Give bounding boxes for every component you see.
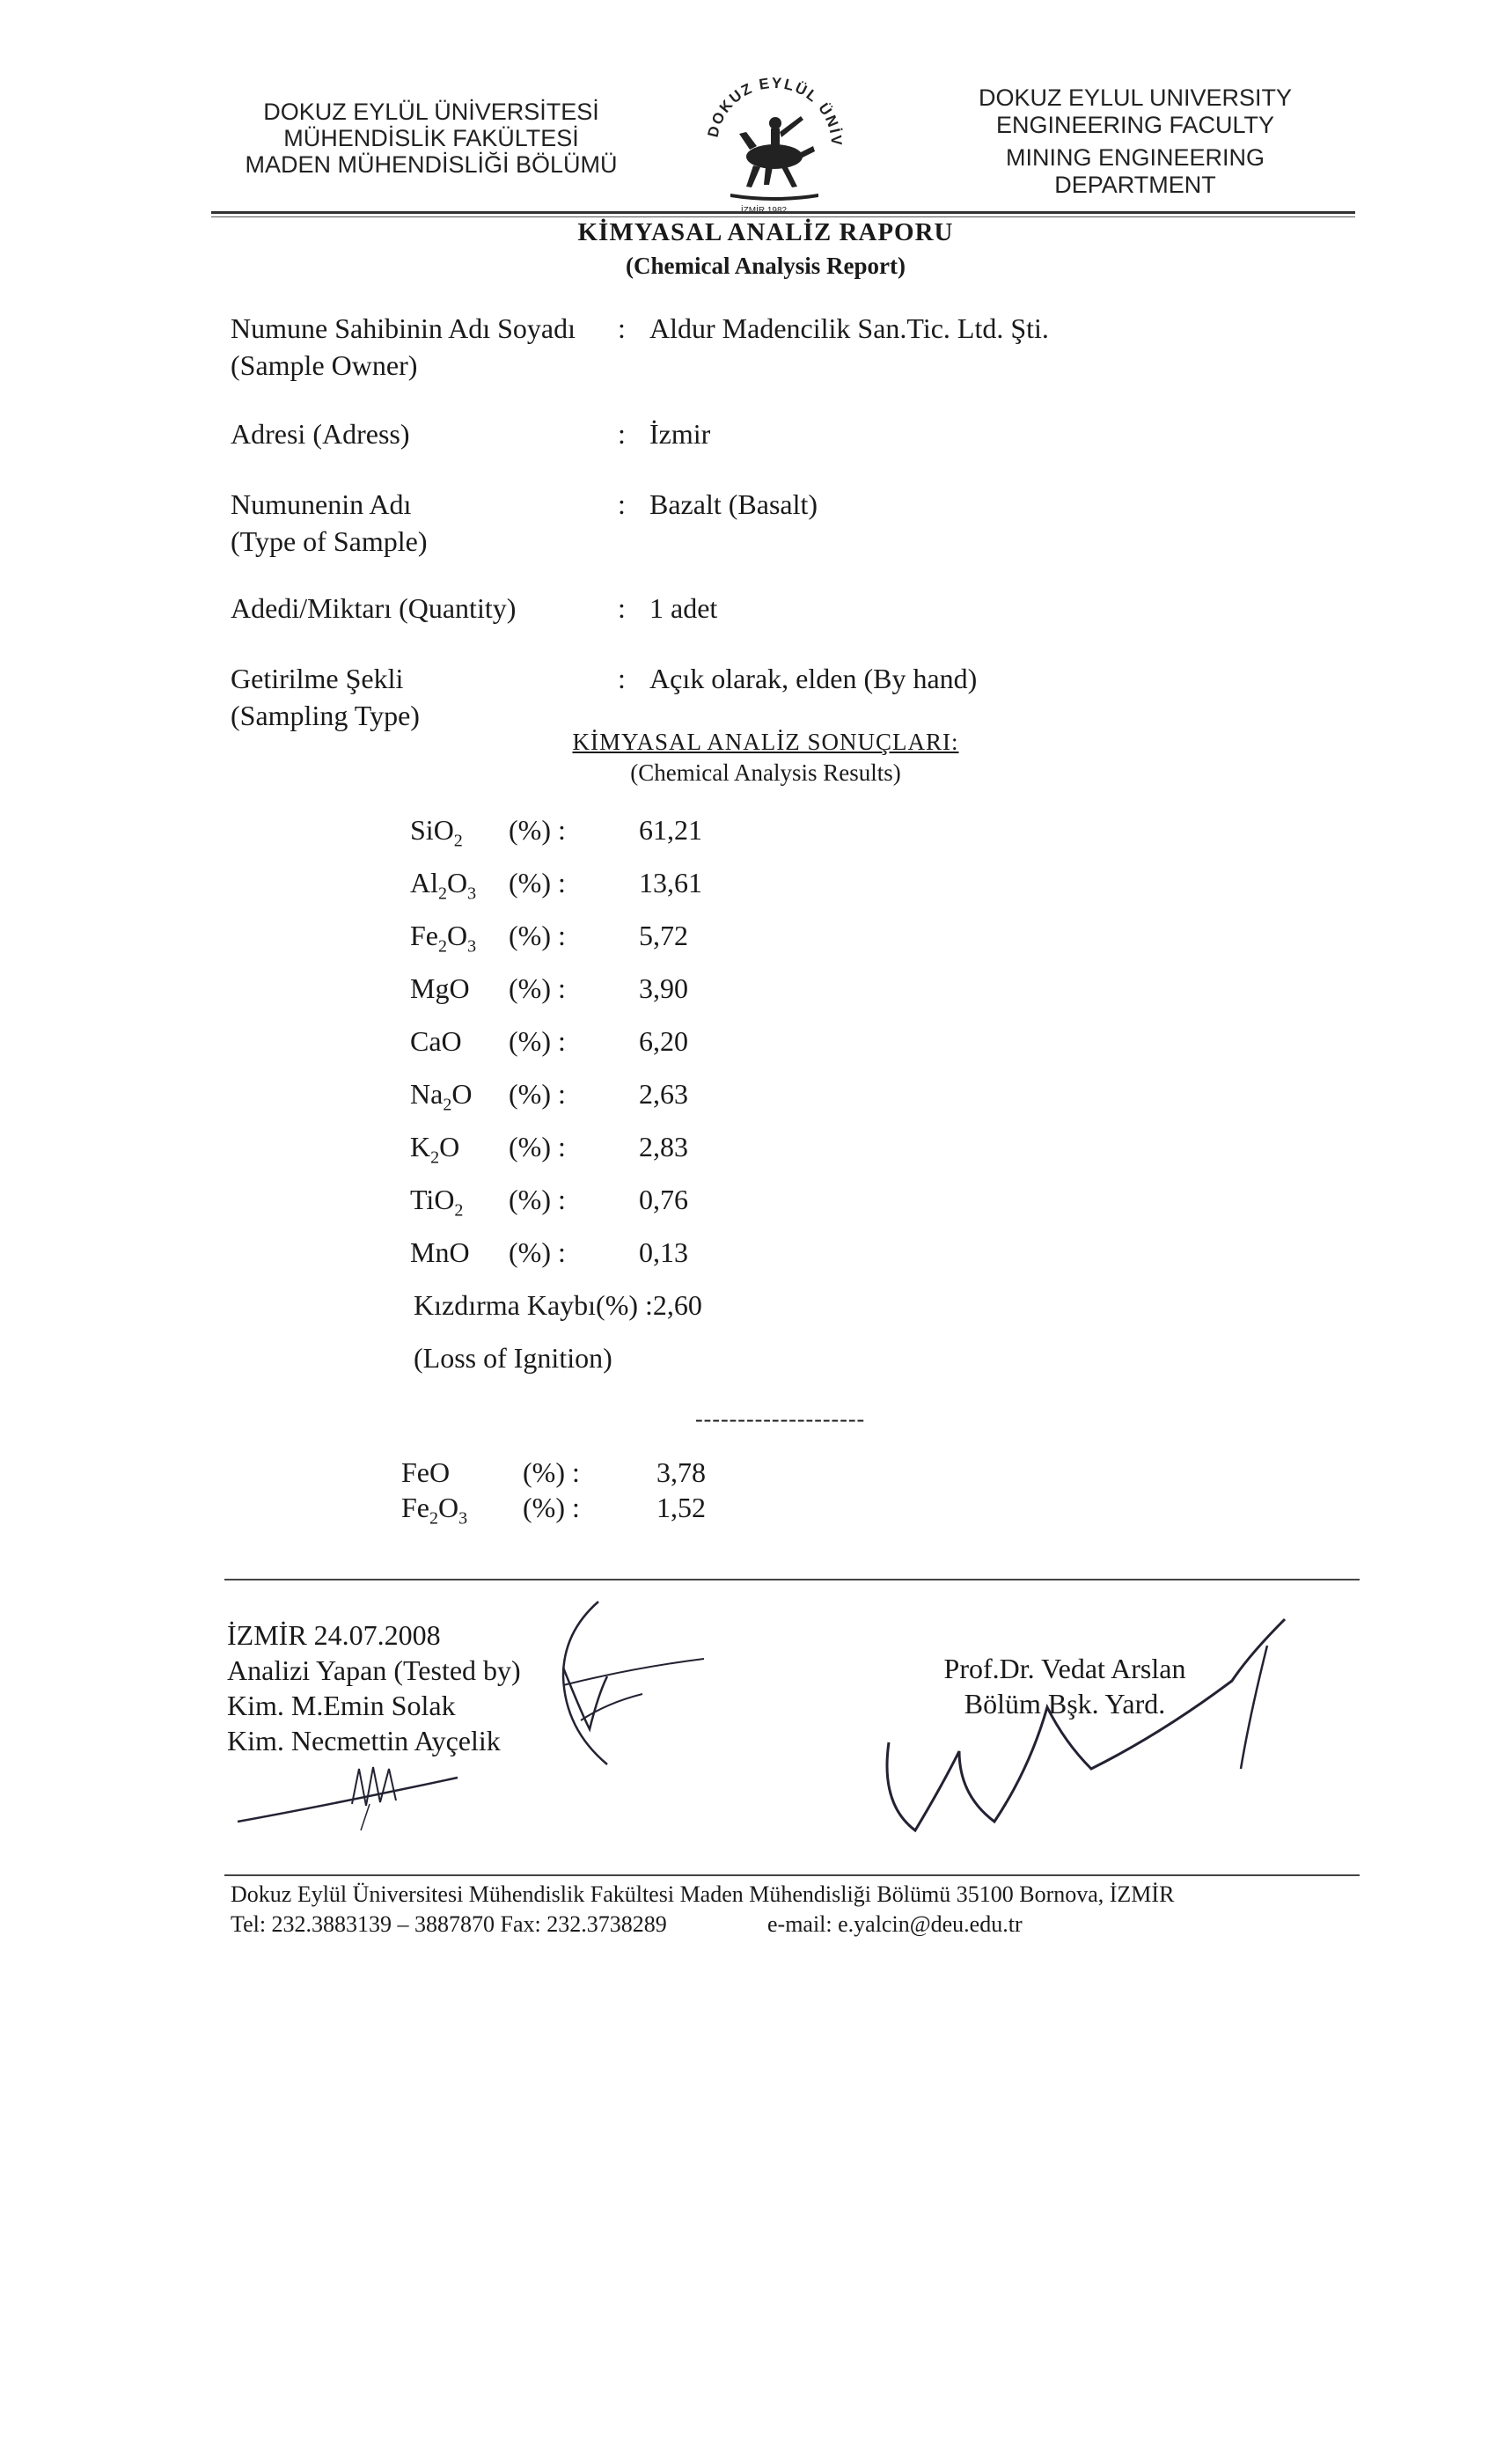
footer-email[interactable]: e-mail: e.yalcin@deu.edu.tr bbox=[767, 1911, 1023, 1937]
header-right-line: DOKUZ EYLUL UNIVERSITY bbox=[978, 84, 1293, 111]
results-title bbox=[528, 729, 1003, 787]
field-label-tr: Getirilme Şekli bbox=[231, 663, 404, 694]
formula: CaO bbox=[410, 1025, 462, 1057]
header-rule-thin bbox=[211, 216, 1355, 217]
result-compound bbox=[410, 1234, 470, 1271]
formula: $K_2O$ bbox=[410, 1131, 460, 1168]
footer-phone: Tel: 232.3883139 – 3887870 Fax: 232.3738289 bbox=[231, 1911, 667, 1937]
field-label-tr: Adresi (Adress) bbox=[231, 418, 410, 450]
report-title-tr: KİMYASAL ANALİZ RAPORU bbox=[577, 218, 954, 246]
field-colon: : bbox=[618, 488, 626, 520]
result-unit: (%) : bbox=[509, 814, 566, 846]
field-colon: : bbox=[618, 312, 626, 344]
loi-line bbox=[414, 1287, 702, 1376]
field-label bbox=[231, 486, 427, 560]
result-value: 1,52 bbox=[656, 1492, 706, 1523]
header-left bbox=[220, 99, 642, 178]
seal-subtext: İZMİR 1982 bbox=[740, 206, 788, 216]
result-compound bbox=[410, 1075, 472, 1123]
result-value: 0,13 bbox=[639, 1236, 688, 1268]
formula: $Na_2O$ bbox=[410, 1078, 473, 1115]
professor-name: Prof.Dr. Vedat Arslan bbox=[943, 1653, 1186, 1684]
formula: FeO bbox=[401, 1456, 451, 1488]
result-unit: (%) : bbox=[509, 1131, 566, 1162]
field-label-en: (Sample Owner) bbox=[231, 349, 418, 381]
formula: $Fe_2O_3$ bbox=[410, 920, 477, 957]
field-label-en: (Type of Sample) bbox=[231, 525, 428, 557]
result-unit: (%) : bbox=[509, 972, 566, 1004]
analyst-name: Kim. Necmettin Ayçelik bbox=[227, 1725, 501, 1756]
field-label bbox=[231, 415, 410, 452]
field-value: İzmir bbox=[649, 418, 711, 450]
field-label-en: (Sampling Type) bbox=[231, 700, 420, 731]
report-title-en: (Chemical Analysis Report) bbox=[626, 253, 906, 279]
analyst-name: Kim. M.Emin Solak bbox=[227, 1690, 456, 1721]
seal-text: DOKUZ EYLÜL ÜNİV bbox=[704, 74, 846, 148]
field-colon: : bbox=[618, 663, 626, 694]
result-compound bbox=[401, 1489, 467, 1536]
field-colon: : bbox=[618, 418, 626, 450]
header-right bbox=[937, 84, 1333, 199]
result-compound bbox=[410, 864, 476, 912]
formula: $Al_2O_3$ bbox=[410, 867, 477, 904]
separator-dashes: -------------------- bbox=[695, 1406, 866, 1432]
result-unit: (%) : bbox=[509, 1025, 566, 1057]
result-value: 2,83 bbox=[639, 1131, 688, 1162]
field-label-tr: Adedi/Miktarı (Quantity) bbox=[231, 592, 517, 624]
field-value: Aldur Madencilik San.Tic. Ltd. Şti. bbox=[649, 312, 1049, 344]
field-value: 1 adet bbox=[649, 592, 718, 624]
result-unit: (%) : bbox=[523, 1456, 580, 1488]
result-unit: (%) : bbox=[523, 1492, 580, 1523]
field-label bbox=[231, 310, 576, 384]
footer-address: Dokuz Eylül Üniversitesi Mühendislik Fakültesi Maden Mühendisliği Bölümü 35100 Bornova, İZMİR bbox=[231, 1881, 1175, 1907]
formula: MnO bbox=[410, 1236, 470, 1268]
results-title-en: (Chemical Analysis Results) bbox=[630, 759, 901, 786]
result-compound bbox=[410, 811, 463, 859]
result-compound bbox=[410, 1181, 463, 1228]
loi-label: Kızdırma Kaybı(%) :2,60 bbox=[414, 1289, 702, 1321]
header-left-line: MADEN MÜHENDİSLİĞİ BÖLÜMÜ bbox=[245, 151, 618, 178]
header-left-line: DOKUZ EYLÜL ÜNİVERSİTESİ bbox=[263, 99, 599, 125]
field-value: Bazalt (Basalt) bbox=[649, 488, 818, 520]
result-compound bbox=[410, 1128, 459, 1176]
result-unit: (%) : bbox=[509, 1078, 566, 1110]
report-title bbox=[528, 218, 1003, 280]
result-unit: (%) : bbox=[509, 1236, 566, 1268]
place-date: İZMİR 24.07.2008 bbox=[227, 1619, 441, 1651]
formula: TiO$_2$ bbox=[410, 1184, 464, 1221]
result-value: 3,90 bbox=[639, 972, 688, 1004]
result-value: 61,21 bbox=[639, 814, 702, 846]
header-right-line: ENGINEERING FACULTY bbox=[995, 112, 1275, 138]
result-compound bbox=[401, 1454, 450, 1491]
field-value: Açık olarak, elden (By hand) bbox=[649, 663, 978, 694]
formula: $Fe_2O_3$ bbox=[401, 1492, 468, 1529]
field-label-tr: Numunenin Adı bbox=[231, 488, 412, 520]
result-compound bbox=[410, 1023, 462, 1060]
svg-text:DOKUZ EYLÜL ÜNİVERSİTESİ bbox=[695, 62, 845, 148]
professor-role: Bölüm Bşk. Yard. bbox=[964, 1688, 1166, 1720]
field-colon: : bbox=[618, 592, 626, 624]
handwritten-signature-1 bbox=[528, 1597, 722, 1773]
field-label bbox=[231, 660, 420, 734]
result-value: 0,76 bbox=[639, 1184, 688, 1215]
results-title-tr: KİMYASAL ANALİZ SONUÇLARI: bbox=[572, 729, 959, 755]
handwritten-signature-2 bbox=[229, 1742, 475, 1839]
result-compound bbox=[410, 917, 476, 964]
header-right-line: MINING ENGINEERING bbox=[1005, 144, 1265, 171]
seal-emblem-icon bbox=[695, 62, 854, 220]
field-label bbox=[231, 590, 516, 627]
result-value: 6,20 bbox=[639, 1025, 688, 1057]
result-compound bbox=[410, 970, 470, 1007]
result-value: 2,63 bbox=[639, 1078, 688, 1110]
footer bbox=[231, 1880, 1174, 1940]
field-label-tr: Numune Sahibinin Adı Soyadı bbox=[231, 312, 576, 344]
university-seal bbox=[695, 62, 854, 220]
result-value: 13,61 bbox=[639, 867, 702, 898]
header-right-line: DEPARTMENT bbox=[1054, 172, 1216, 198]
result-unit: (%) : bbox=[509, 867, 566, 898]
formula: MgO bbox=[410, 972, 470, 1004]
formula: SiO$_2$ bbox=[410, 814, 463, 851]
handwritten-signature-3 bbox=[862, 1610, 1320, 1848]
result-unit: (%) : bbox=[509, 1184, 566, 1215]
footer-rule bbox=[224, 1874, 1360, 1876]
result-value: 5,72 bbox=[639, 920, 688, 951]
header-rule bbox=[211, 211, 1355, 214]
loi-label-en: (Loss of Ignition) bbox=[414, 1342, 612, 1374]
signature-rule bbox=[224, 1579, 1360, 1580]
result-unit: (%) : bbox=[509, 920, 566, 951]
result-value: 3,78 bbox=[656, 1456, 706, 1488]
signature-left bbox=[227, 1617, 521, 1758]
tested-by-label: Analizi Yapan (Tested by) bbox=[227, 1654, 521, 1686]
header-left-line: MÜHENDİSLİK FAKÜLTESİ bbox=[283, 125, 579, 151]
